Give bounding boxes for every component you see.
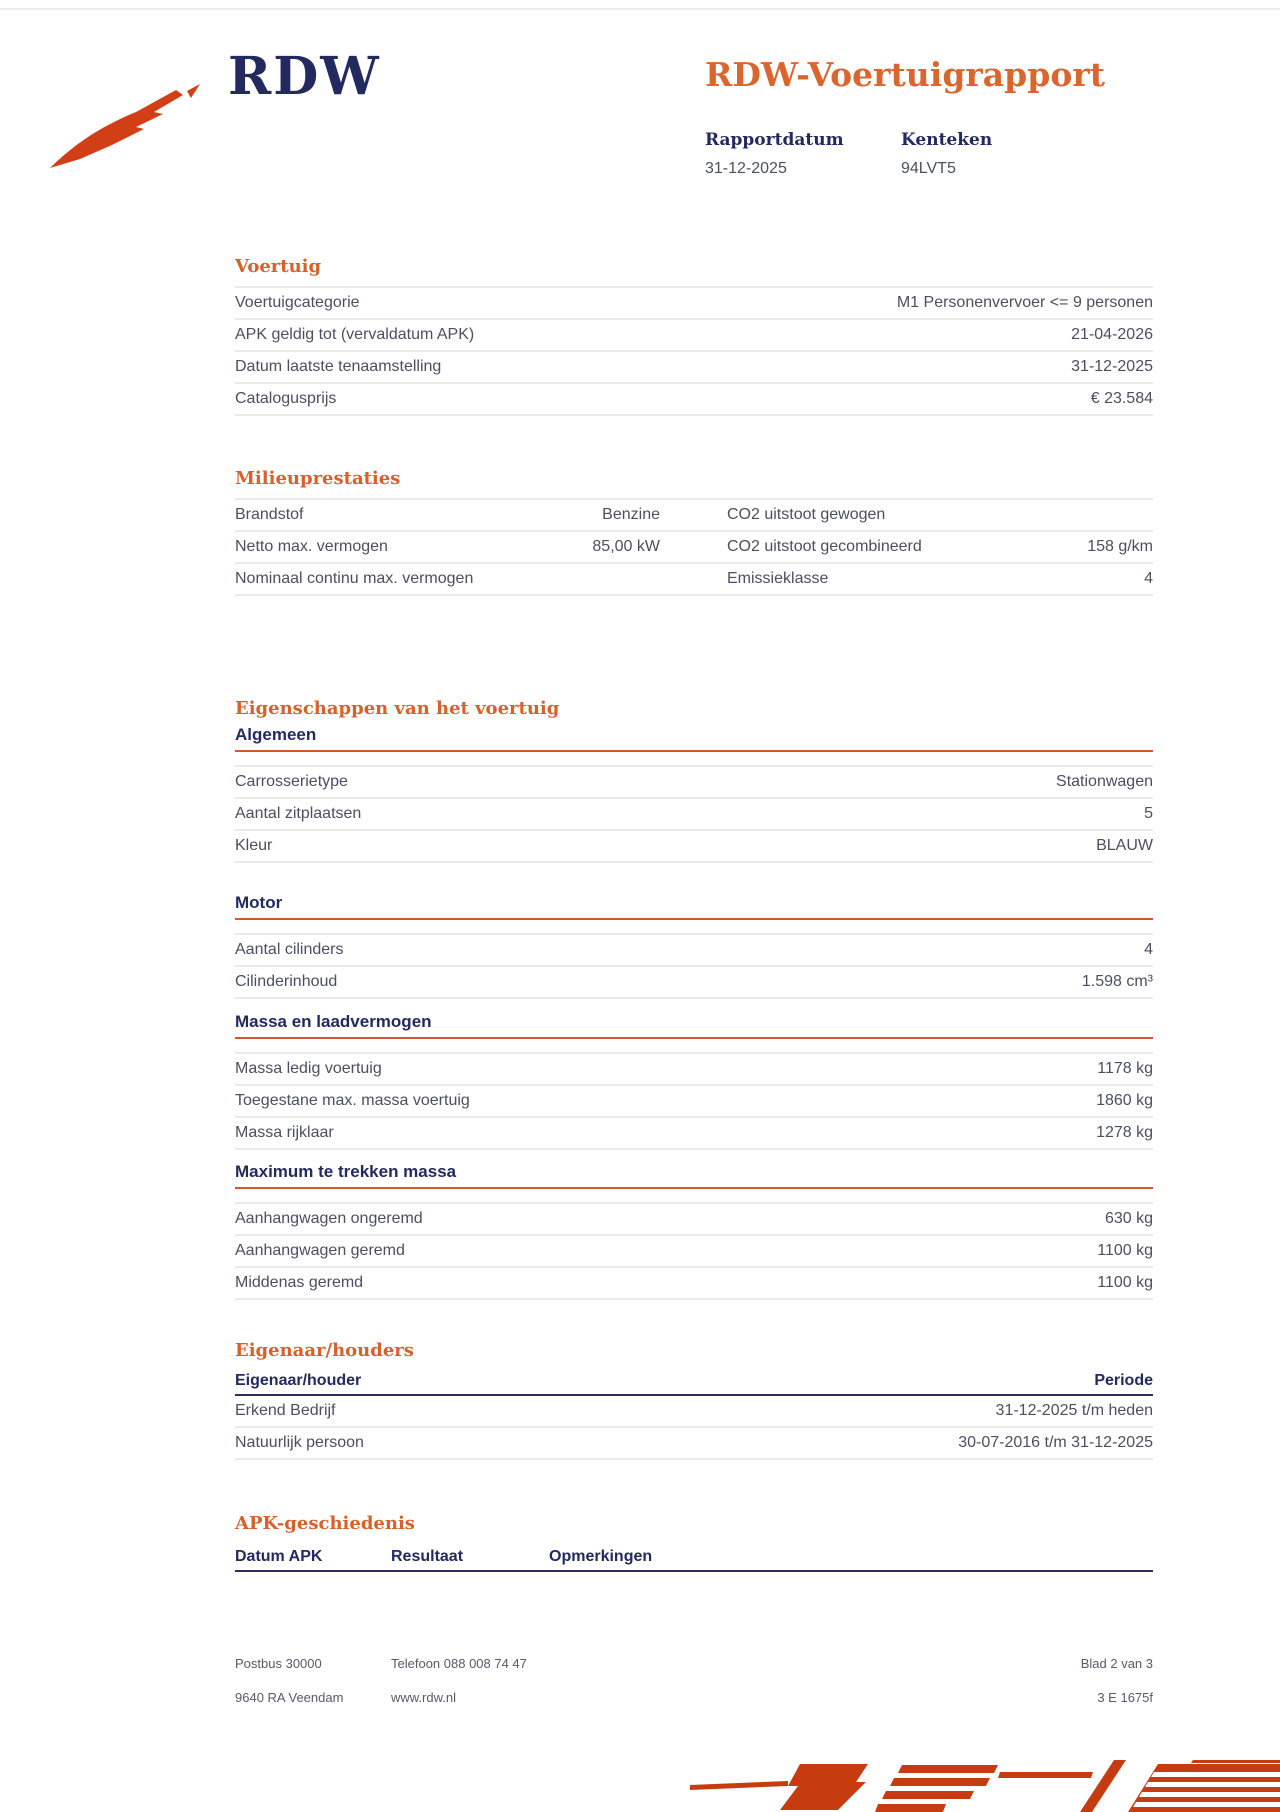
column-gap: [660, 532, 727, 562]
column-header: Datum APK: [235, 1548, 323, 1565]
row-label: Catalogusprijs: [235, 390, 337, 407]
table-row: [235, 1428, 1153, 1460]
table-row: [235, 799, 1153, 831]
row-label: Aantal cilinders: [235, 941, 344, 958]
section-voertuig: [235, 256, 1153, 416]
row-label: Voertuigcategorie: [235, 294, 360, 311]
row-label: Natuurlijk persoon: [235, 1434, 364, 1451]
footer-doc-code: 3 E 1675f: [1097, 1690, 1153, 1705]
section-title: Milieuprestaties: [235, 468, 401, 489]
table-row: [235, 1204, 1153, 1236]
row-label: Aanhangwagen ongeremd: [235, 1210, 423, 1227]
row-label: Erkend Bedrijf: [235, 1402, 336, 1419]
row-value: 158 g/km: [1087, 538, 1153, 555]
row-value: 1278 kg: [1096, 1124, 1153, 1141]
table-row: [235, 1086, 1153, 1118]
section-eigenschappen: [235, 698, 1153, 863]
row-label: Cilinderinhoud: [235, 973, 338, 990]
row-label: CO2 uitstoot gewogen: [727, 506, 886, 523]
table-row: [235, 500, 1153, 532]
orange-rule: [235, 918, 1153, 920]
row-value: 30-07-2016 t/m 31-12-2025: [958, 1434, 1153, 1451]
row-label: Aanhangwagen geremd: [235, 1242, 405, 1259]
row-label: APK geldig tot (vervaldatum APK): [235, 326, 475, 343]
report-date-label: Rapportdatum: [705, 130, 844, 150]
row-label: Toegestane max. massa voertuig: [235, 1092, 470, 1109]
table-row: [235, 1118, 1153, 1150]
row-label: Brandstof: [235, 506, 304, 523]
table-row: [235, 935, 1153, 967]
table-row: [235, 1054, 1153, 1086]
massa-table: [235, 1052, 1153, 1150]
section-motor: [235, 893, 1153, 999]
license-plate-block: [901, 130, 1097, 178]
table-row: [235, 384, 1153, 416]
section-trekken-massa: [235, 1162, 1153, 1300]
row-value: [515, 564, 660, 594]
row-label: Massa ledig voertuig: [235, 1060, 382, 1077]
section-title: Eigenschappen van het voertuig: [235, 698, 560, 719]
table-row: [235, 320, 1153, 352]
row-value: € 23.584: [1090, 390, 1153, 407]
row-value: Stationwagen: [1056, 773, 1153, 790]
subsection-title: Motor: [235, 893, 283, 912]
row-value: [1007, 500, 1153, 530]
column-header: Periode: [1094, 1372, 1153, 1389]
section-massa: [235, 1012, 1153, 1150]
report-date-block: [705, 130, 901, 178]
table-row: [235, 831, 1153, 863]
table-row: [235, 767, 1153, 799]
trekken-table: [235, 1202, 1153, 1300]
section-eigenaar-houders: [235, 1340, 1153, 1460]
footer-page-number: Blad 2 van 3: [1080, 1656, 1153, 1671]
row-label: Nominaal continu max. vermogen: [235, 570, 474, 587]
row-value: BLAUW: [1096, 837, 1153, 854]
row-label: Massa rijklaar: [235, 1124, 334, 1141]
table-row: [235, 288, 1153, 320]
column-gap: [660, 500, 727, 530]
subsection-title: Massa en laadvermogen: [235, 1012, 432, 1031]
eigenaar-table: [235, 1396, 1153, 1460]
rdw-logo-text: RDW: [228, 46, 381, 107]
section-title: APK-geschiedenis: [235, 1513, 415, 1534]
row-value: 1178 kg: [1097, 1060, 1153, 1077]
section-title: Eigenaar/houders: [235, 1340, 414, 1361]
row-label: CO2 uitstoot gecombineerd: [727, 538, 922, 555]
table-row: [235, 1268, 1153, 1300]
row-label: Datum laatste tenaamstelling: [235, 358, 442, 375]
row-label: Netto max. vermogen: [235, 538, 388, 555]
orange-rule: [235, 1187, 1153, 1189]
orange-rule: [235, 1037, 1153, 1039]
row-value: Benzine: [602, 506, 660, 523]
motor-table: [235, 933, 1153, 999]
orange-rule: [235, 750, 1153, 752]
row-value: 85,00 kW: [592, 538, 660, 555]
row-value: 1100 kg: [1097, 1242, 1153, 1259]
table-row: [235, 564, 1153, 596]
table-row: [235, 532, 1153, 564]
rdw-wing-logo-icon: [50, 82, 202, 175]
row-value: 31-12-2025 t/m heden: [995, 1402, 1153, 1419]
algemeen-table: [235, 765, 1153, 863]
row-value: 31-12-2025: [1071, 358, 1153, 375]
subsection-title: Algemeen: [235, 725, 317, 744]
subsection-title: Maximum te trekken massa: [235, 1162, 457, 1181]
top-divider: [0, 8, 1280, 10]
footer-address-1: Postbus 30000: [235, 1656, 322, 1671]
row-value: 1.598 cm³: [1081, 973, 1153, 990]
footer-line-2: [235, 1690, 1153, 1705]
row-value: 1860 kg: [1096, 1092, 1153, 1109]
navy-rule: [235, 1570, 1153, 1572]
row-value: 5: [1144, 805, 1153, 822]
row-label: Carrosserietype: [235, 773, 348, 790]
row-value: 1100 kg: [1097, 1274, 1153, 1291]
report-meta: [705, 130, 1097, 178]
license-plate-label: Kenteken: [901, 130, 993, 150]
apk-header-row: [235, 1544, 1153, 1570]
footer-line-1: [235, 1656, 1153, 1671]
row-value: 4: [1144, 570, 1153, 587]
footer-address-2: 9640 RA Veendam: [235, 1690, 344, 1705]
row-value: M1 Personenvervoer <= 9 personen: [896, 294, 1153, 311]
column-gap: [660, 564, 727, 594]
footer-phone: Telefoon 088 008 74 47: [391, 1656, 527, 1671]
row-value: 630 kg: [1104, 1210, 1153, 1227]
rdw-speed-stripes-graphic: [688, 1760, 1280, 1812]
row-label: Emissieklasse: [727, 570, 829, 587]
row-value: 21-04-2026: [1071, 326, 1153, 343]
milieu-table: [235, 498, 1153, 596]
page-title: RDW-Voertuigrapport: [705, 55, 1105, 94]
license-plate-value: 94LVT5: [901, 160, 956, 177]
row-label: Middenas geremd: [235, 1274, 364, 1291]
section-title: Voertuig: [235, 256, 322, 277]
footer-website: www.rdw.nl: [391, 1690, 457, 1705]
table-row: [235, 1396, 1153, 1428]
column-header: Opmerkingen: [549, 1548, 653, 1565]
row-label: Aantal zitplaatsen: [235, 805, 362, 822]
section-apk-geschiedenis: [235, 1513, 1153, 1572]
table-row: [235, 352, 1153, 384]
table-row: [235, 1236, 1153, 1268]
row-label: Kleur: [235, 837, 273, 854]
report-date-value: 31-12-2025: [705, 160, 787, 177]
row-value: 4: [1144, 941, 1153, 958]
section-milieuprestaties: [235, 468, 1153, 596]
eigenaar-header-row: [235, 1368, 1153, 1394]
voertuig-table: [235, 286, 1153, 416]
table-row: [235, 967, 1153, 999]
column-header: Resultaat: [391, 1548, 464, 1565]
column-header: Eigenaar/houder: [235, 1372, 362, 1389]
